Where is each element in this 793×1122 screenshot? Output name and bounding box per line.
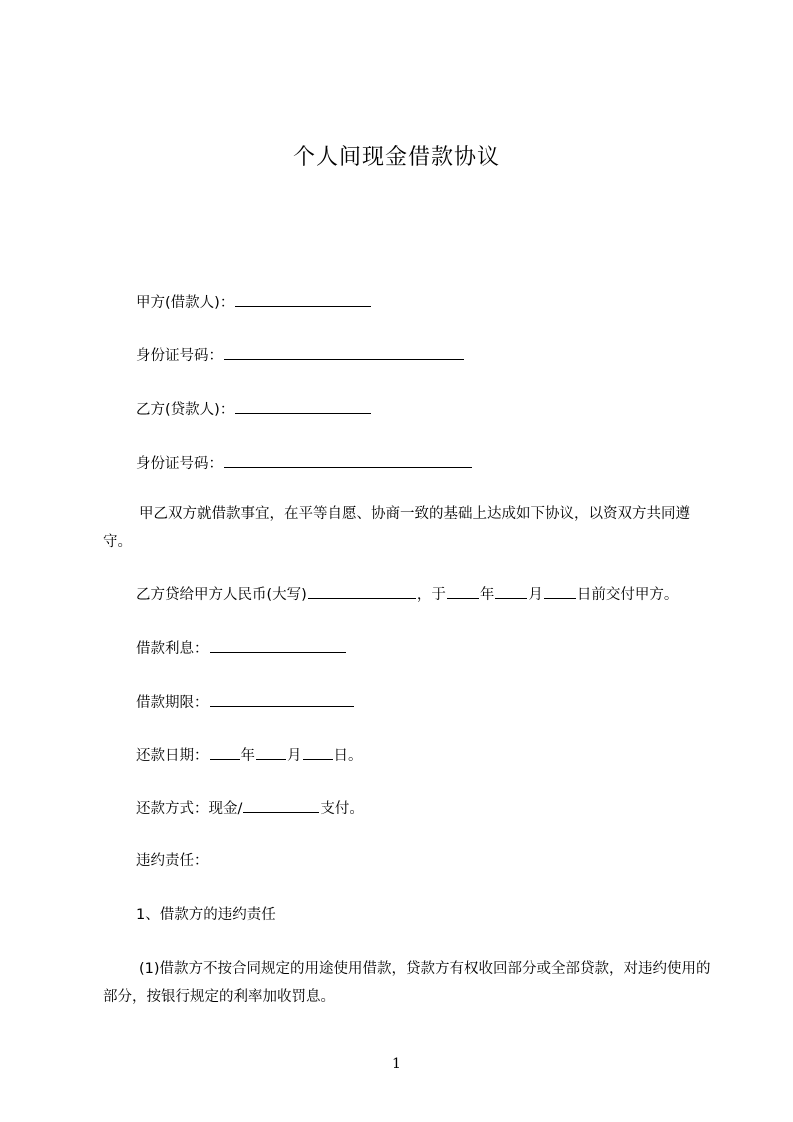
repay-method-line [136,798,364,819]
party-b-id-blank[interactable] [224,453,472,468]
party-a-id-line [136,345,465,366]
interest-blank[interactable] [210,638,346,653]
loan-year-label: 年 [479,587,495,603]
repay-month-label: 月 [287,748,302,764]
repay-date-label: 还款日期： [136,748,209,764]
preamble-paragraph: 甲乙双方就借款事宜，在平等自愿、协商一致的基础上达成如下协议，以资双方共同遵守。 [103,506,690,550]
liability-heading: 违约责任： [136,853,209,869]
party-b-line [136,399,372,420]
repay-method-blank[interactable] [243,798,319,813]
loan-month-label: 月 [528,587,543,603]
repay-year-label: 年 [240,748,255,764]
clause-1-paragraph: (1)借款方不按合同规定的用途使用借款，贷款方有权收回部分或全部贷款，对违约使用的部分，按银行规定的利率加收罚息。 [103,961,711,1005]
interest-label: 借款利息： [136,641,209,657]
document-title: 个人间现金借款协议 [292,145,500,170]
party-b-label: 乙方(贷款人)： [136,402,235,418]
term-label: 借款期限： [136,695,209,711]
interest-line [136,638,347,659]
party-a-id-blank[interactable] [224,345,464,360]
repay-method-label: 还款方式：现金/ [136,801,243,817]
repay-year-blank[interactable] [210,745,240,760]
loan-day-suffix: 日前交付甲方。 [576,587,679,603]
loan-amount-line [136,584,678,605]
loan-amount-blank[interactable] [308,584,416,599]
repay-day-label: 日。 [333,748,363,764]
loan-sep: ，于 [416,587,446,603]
term-line [136,692,355,713]
loan-day-blank[interactable] [544,584,576,599]
repay-method-suffix: 支付。 [320,801,364,817]
party-b-blank[interactable] [235,399,371,414]
repay-date-line [136,745,363,766]
loan-month-blank[interactable] [495,584,527,599]
repay-day-blank[interactable] [303,745,333,760]
borrower-liability-heading: 1、借款方的违约责任 [136,907,276,923]
party-a-id-label: 身份证号码： [136,348,223,364]
term-blank[interactable] [210,692,354,707]
party-a-blank[interactable] [235,292,371,307]
party-b-id-label: 身份证号码： [136,456,223,472]
party-b-id-line [136,453,473,474]
loan-amount-label: 乙方贷给甲方人民币(大写) [136,587,307,603]
party-a-line [136,292,372,313]
repay-month-blank[interactable] [256,745,286,760]
page-number: 1 [392,1056,401,1072]
party-a-label: 甲方(借款人)： [136,295,235,311]
loan-year-blank[interactable] [447,584,479,599]
